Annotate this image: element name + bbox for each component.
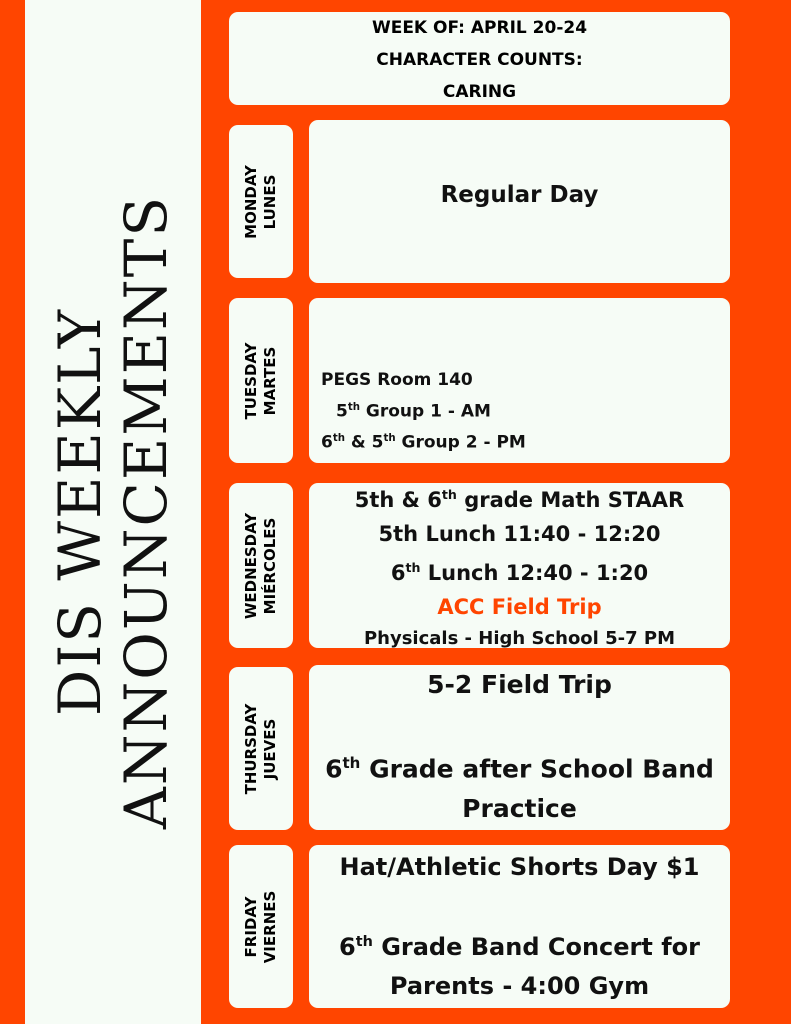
page-title xyxy=(47,195,179,829)
character-counts: CHARACTER COUNTS: xyxy=(376,50,583,70)
day-en: FRIDAY xyxy=(242,896,260,957)
day-label-friday xyxy=(229,845,293,1008)
tuesday-line: PEGS Room 140 xyxy=(321,369,473,390)
monday-content xyxy=(309,120,730,283)
day-es: LUNES xyxy=(261,174,279,229)
title-line-1: DIS WEEKLY xyxy=(46,307,114,717)
friday-line: Hat/Athletic Shorts Day $1 xyxy=(339,852,700,881)
day-label-thursday xyxy=(229,667,293,830)
thursday-line: 6th Grade after School Band Practice xyxy=(325,754,714,824)
wednesday-line: Physicals - High School 5-7 PM xyxy=(363,627,676,649)
tuesday-content xyxy=(309,298,730,463)
day-es: JUEVES xyxy=(261,718,279,779)
day-label-monday xyxy=(229,125,293,278)
title-line-2: ANNOUNCEMENTS xyxy=(112,194,180,830)
monday-line: Regular Day xyxy=(440,182,599,208)
day-label-tuesday xyxy=(229,298,293,463)
wednesday-line: 5th Lunch 11:40 - 12:20 xyxy=(378,521,661,546)
day-en: TUESDAY xyxy=(242,342,260,419)
friday-line: 6th Grade Band Concert for Parents - 4:00 Gym xyxy=(339,932,700,1000)
day-es: MIÉRCOLES xyxy=(261,517,279,614)
wednesday-line: 6th Lunch 12:40 - 1:20 xyxy=(390,559,649,585)
acc-field-trip: ACC Field Trip xyxy=(437,594,602,619)
tuesday-line: 5th Group 1 - AM xyxy=(336,401,491,422)
character-trait: CARING xyxy=(442,82,517,102)
week-of: WEEK OF: APRIL 20-24 xyxy=(371,18,588,38)
friday-content xyxy=(309,845,730,1008)
thursday-content xyxy=(309,665,730,830)
day-en: MONDAY xyxy=(242,164,260,239)
wednesday-content xyxy=(309,483,730,648)
day-label-wednesday xyxy=(229,483,293,648)
week-header xyxy=(229,12,730,105)
day-es: MARTES xyxy=(261,346,279,415)
day-en: THURSDAY xyxy=(242,703,260,794)
tuesday-line: 6th & 5th Group 2 - PM xyxy=(321,433,526,453)
day-es: VIERNES xyxy=(261,890,279,963)
day-en: WEDNESDAY xyxy=(242,512,260,619)
thursday-line: 5-2 Field Trip xyxy=(427,670,612,699)
wednesday-line: 5th & 6th grade Math STAAR xyxy=(354,486,685,512)
